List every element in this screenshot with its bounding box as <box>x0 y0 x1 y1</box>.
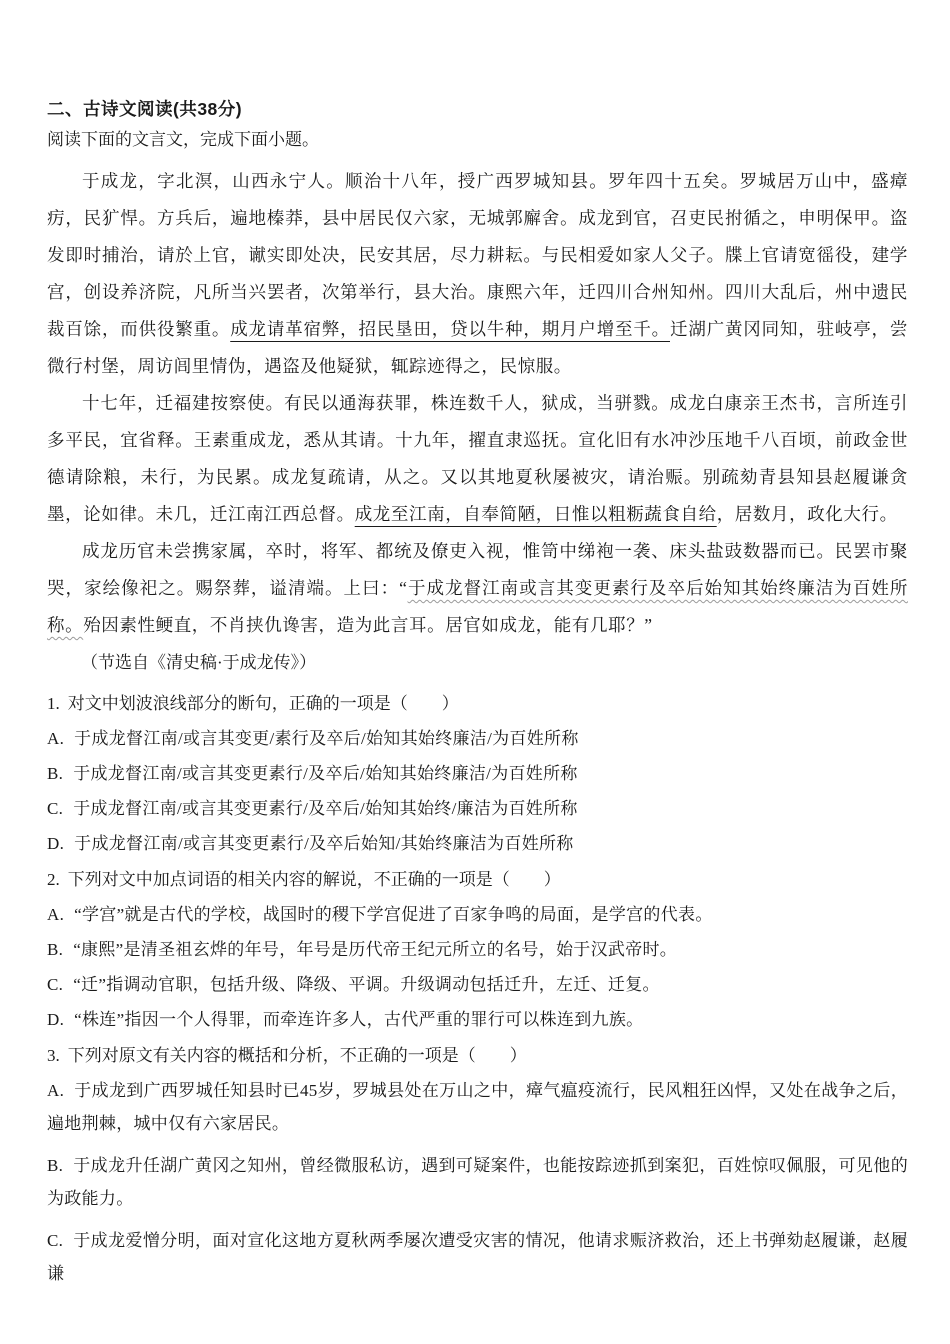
question-3-option-a <box>47 1074 908 1140</box>
option-label: A. <box>47 729 65 748</box>
underlined-sentence-2: 成龙至江南，自奉简陋，日惟以粗粝蔬食自给 <box>354 504 717 524</box>
option-text: 于成龙督江南/或言其变更/素行及卒后/始知其始终廉洁/为百姓所称 <box>74 729 579 748</box>
question-3-number: 3. <box>47 1046 60 1065</box>
question-2-stem <box>47 863 908 896</box>
question-2-option-b <box>47 933 908 966</box>
paragraph-2-text: 十七年，迁福建按察使。有民以通海获罪，株连数千人，狱成，当骈戮。成龙白康亲王杰书，言所连引多平民，宜省释。王素重成龙，悉从其请。十九年，擢直隶巡抚。宣化旧有水冲沙压地千八百顷，前政金世德请除粮，未行，为民累。成龙复疏请，从之。又以其地夏秋屡被灾，请治赈。别疏劾青县知县赵履谦贪墨，论如律。未几，迁江南江西总督。 <box>47 393 908 524</box>
option-label: D. <box>47 1010 65 1029</box>
classical-passage <box>47 163 908 644</box>
option-text: 于成龙升任湖广黄冈之知州，曾经微服私访，遇到可疑案件，也能按踪迹抓到案犯，百姓惊叹佩服，可见他的为政能力。 <box>47 1156 908 1208</box>
question-2-option-c <box>47 968 908 1001</box>
question-1-option-d <box>47 827 908 860</box>
passage-paragraph-1 <box>47 163 908 385</box>
option-label: D. <box>47 834 65 853</box>
question-1-number: 1. <box>47 694 60 713</box>
option-label: C. <box>47 975 64 994</box>
option-text: 于成龙督江南/或言其变更素行/及卒后/始知其始终廉洁/为百姓所称 <box>73 764 578 783</box>
question-1-option-c <box>47 792 908 825</box>
paragraph-3-text-cont: 殆因素性鲠直，不肖挟仇谗害，造为此言耳。居官如成龙，能有几耶？” <box>83 615 653 635</box>
option-label: C. <box>47 799 64 818</box>
option-label: B. <box>47 940 64 959</box>
passage-paragraph-3 <box>47 533 908 644</box>
option-text: “学宫”就是古代的学校，战国时的稷下学宫促进了百家争鸣的局面，是学宫的代表。 <box>74 905 713 924</box>
question-2 <box>47 863 908 1036</box>
question-1-stem-text: 对文中划波浪线部分的断句，正确的一项是（ ） <box>67 694 459 713</box>
question-1 <box>47 687 908 860</box>
option-label: C. <box>47 1231 64 1250</box>
section-heading: 二、古诗文阅读(共38分) <box>47 99 243 119</box>
option-text: “株连”指因一个人得罪，而牵连许多人，古代严重的罪行可以株连到九族。 <box>74 1010 644 1029</box>
source-attribution: （节选自《清史稿·于成龙传》） <box>81 653 317 672</box>
option-label: B. <box>47 1156 64 1175</box>
question-1-option-b <box>47 757 908 790</box>
question-3-stem-text: 下列对原文有关内容的概括和分析， <box>67 1046 340 1065</box>
question-3-option-c <box>47 1224 908 1290</box>
option-text: 于成龙爱憎分明，面对宣化这地方夏秋两季屡次遭受灾害的情况，他请求赈济救治，还上书弹劾赵履谦，赵履谦 <box>47 1231 908 1283</box>
option-label: B. <box>47 764 64 783</box>
question-2-option-a <box>47 898 908 931</box>
option-text: “康熙”是清圣祖玄烨的年号，年号是历代帝王纪元所立的名号，始于汉武帝时。 <box>73 940 678 959</box>
question-2-number: 2. <box>47 870 60 889</box>
question-2-stem-text: 下列对文中加点词语的相关内容的解说， <box>67 870 374 889</box>
option-text: “迁”指调动官职，包括升级、降级、平调。升级调动包括迁升，左迁、迁复。 <box>73 975 660 994</box>
question-1-stem <box>47 687 908 720</box>
question-3-stem-emph: 不正确 <box>339 1046 391 1065</box>
question-2-stem-emph: 不正确 <box>373 870 425 889</box>
question-3-stem-post: 的一项是（ ） <box>390 1046 527 1065</box>
question-3-option-b <box>47 1149 908 1215</box>
option-label: A. <box>47 905 65 924</box>
passage-paragraph-2 <box>47 385 908 533</box>
paragraph-2-text-cont: ，居数月，政化大行。 <box>716 504 898 524</box>
question-3-stem <box>47 1039 908 1072</box>
passage-intro: 阅读下面的文言文，完成下面小题。 <box>47 130 319 149</box>
option-label: A. <box>47 1081 65 1100</box>
question-3 <box>47 1039 908 1290</box>
underlined-sentence-1: 成龙请革宿弊，招民垦田，贷以牛种，期月户增至千。 <box>230 319 670 339</box>
paragraph-1-text: 于成龙，字北溟，山西永宁人。顺治十八年，授广西罗城知县。罗年四十五矣。罗城居万山中，盛瘴疠，民犷悍。方兵后，遍地榛莽，县中居民仅六家，无城郭廨舍。成龙到官，召吏民拊循之，申明保甲。盗发即时捕治，请於上官，谳实即处决，民安其居，尽力耕耘。与民相爱如家人父子。牒上官请宽徭役，建学宫，创设养济院，凡所当兴罢者，次第举行，县大治。康熙六年，迁四川合州知州。四川大乱后，州中遗民裁百馀，而供役繁重。 <box>47 171 908 339</box>
paragraph-3-text: 成龙历官未尝携家属，卒时，将军、都统及僚吏入视，惟笥中绨袍一袭、床头盐豉数器而已。民罢市聚哭，家绘像祀之。赐祭葬，谥清端。上曰：“ <box>47 541 908 598</box>
question-1-option-a <box>47 722 908 755</box>
option-text: 于成龙督江南/或言其变更素行/及卒后/始知其始终/廉洁为百姓所称 <box>73 799 578 818</box>
question-2-option-d <box>47 1003 908 1036</box>
paragraph-1-text-cont: 迁湖广黄冈同知，驻岐亭，尝微行村堡，周访闾里情伪，遇盗及他疑狱，辄踪迹得之，民惊服。 <box>47 319 908 376</box>
option-text: 于成龙督江南/或言其变更素行/及卒后始知/其始终廉洁为百姓所称 <box>74 834 574 853</box>
wavy-underlined-sentence: 于成龙督江南或言其变更素行及卒后始知其始终廉洁为百姓所称。 <box>47 578 908 635</box>
question-2-stem-post: 的一项是（ ） <box>424 870 561 889</box>
option-text: 于成龙到广西罗城任知县时已45岁，罗城县处在万山之中，瘴气瘟疫流行，民风粗狂凶悍，又处在战争之后，遍地荆棘，城中仅有六家居民。 <box>47 1081 908 1133</box>
